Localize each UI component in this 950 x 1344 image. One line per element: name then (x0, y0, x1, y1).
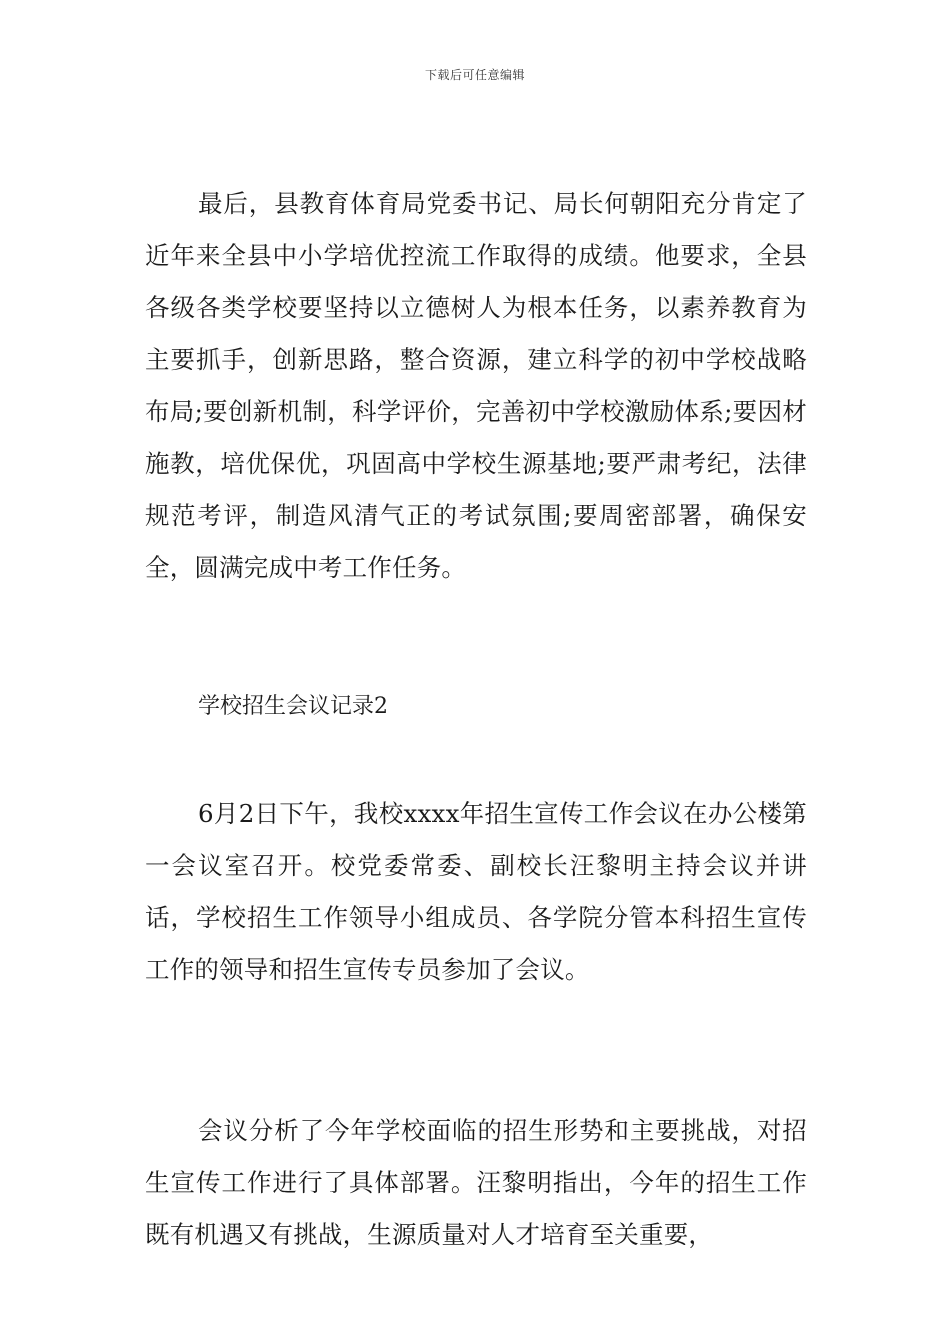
spacer (145, 733, 807, 788)
paragraph-meeting-intro: 6月2日下午，我校xxxx年招生宣传工作会议在办公楼第一会议室召开。校党委常委、副校长汪黎明主持会议并讲话，学校招生工作领导小组成员、各学院分管本科招生宣传工作的领导和招生宣传专员参加了会议。 (145, 799, 807, 984)
spacer (145, 594, 807, 681)
paragraph-closing-remarks: 最后，县教育体育局党委书记、局长何朝阳充分肯定了近年来全县中小学培优控流工作取得的成绩。他要求，全县各级各类学校要坚持以立德树人为根本任务，以素养教育为主要抓手，创新思路，整合资源，建立科学的初中学校战略布局;要创新机制，科学评价，完善初中学校激励体系;要因材施教，培优保优，巩固高中学校生源基地;要严肃考纪，法律规范考评，制造风清气正的考试氛围;要周密部署，确保安全，圆满完成中考工作任务。 (145, 189, 807, 582)
page-header-note: 下载后可任意编辑 (424, 68, 525, 82)
section-title: 学校招生会议记录2 (198, 694, 388, 719)
spacer (145, 996, 807, 1105)
paragraph-meeting-analysis: 会议分析了今年学校面临的招生形势和主要挑战，对招生宣传工作进行了具体部署。汪黎明指出，今年的招生工作既有机遇又有挑战，生源质量对人才培育至关重要， (145, 1116, 807, 1249)
document-body (145, 178, 807, 1261)
